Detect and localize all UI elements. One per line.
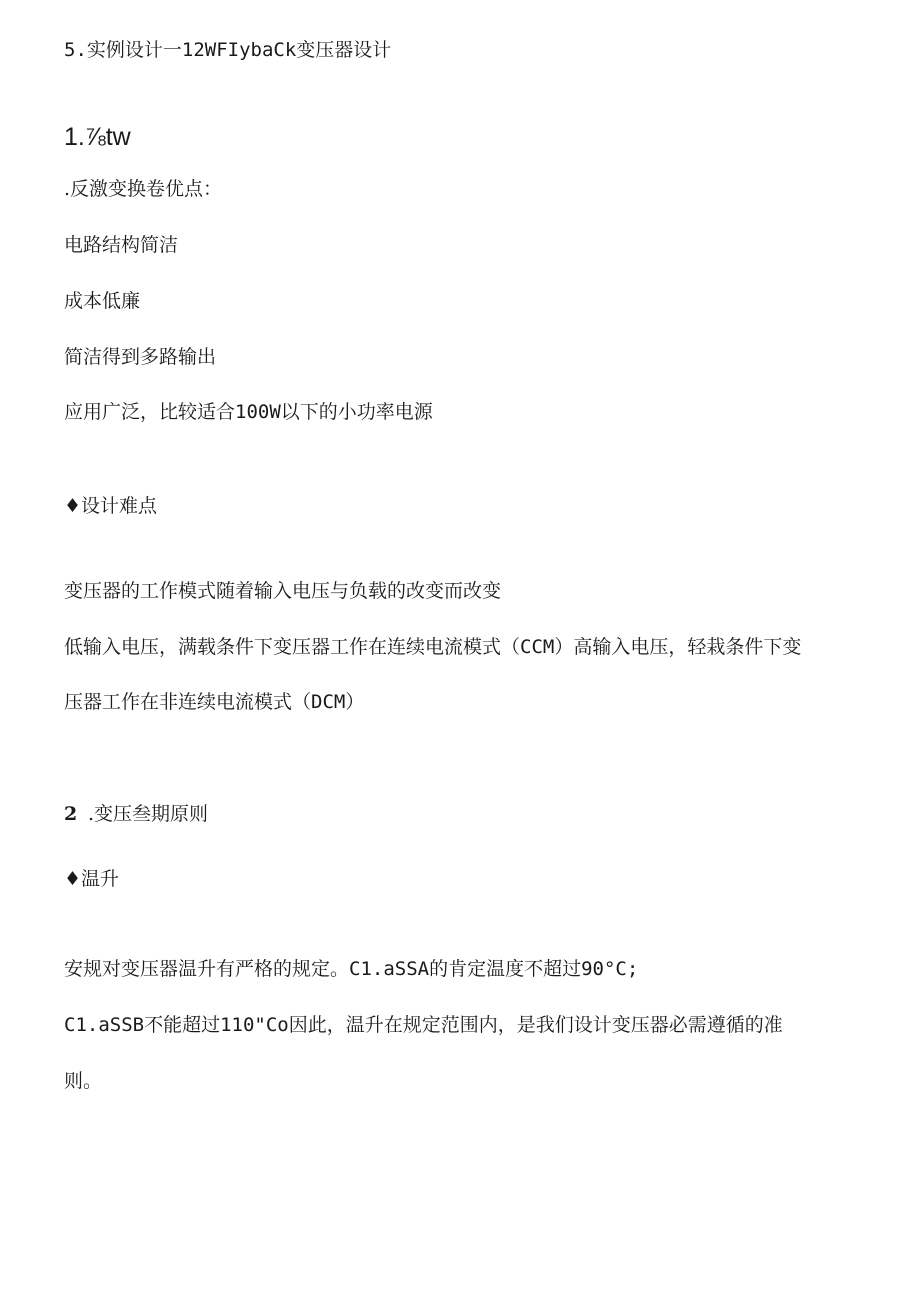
advantage-item-3: 简洁得到多路输出 bbox=[64, 346, 217, 368]
document-title: 5.实例设计一12WFIybaCk变压器设计 bbox=[64, 39, 392, 61]
advantages-heading: .反激变换卷优点： bbox=[64, 178, 223, 200]
section-1-heading: 1.⅞tw bbox=[64, 123, 131, 151]
difficulty-line-1: 变压器的工作模式随着输入电压与负载的改变而改变 bbox=[64, 580, 502, 602]
section-2-number: 2 bbox=[64, 803, 78, 825]
temperature-line-1: 安规对变压器温升有严格的规定。C1.aSSA的肯定温度不超过90°C; bbox=[64, 958, 639, 980]
temperature-line-2: C1.aSSB不能超过110"Co因此，温升在规定范围内，是我们设计变压器必需遵循的准 bbox=[64, 1014, 783, 1036]
section-2-heading: .变压叁期原则 bbox=[88, 803, 209, 825]
difficulty-line-3: 压器工作在非连续电流模式（DCM） bbox=[64, 691, 365, 713]
difficulty-line-2: 低输入电压，满载条件下变压器工作在连续电流模式（CCM）高输入电压，轻栽条件下变 bbox=[64, 636, 802, 658]
temperature-heading: ♦温升 bbox=[64, 868, 120, 890]
advantage-item-2: 成本低廉 bbox=[64, 290, 141, 312]
temperature-line-3: 则。 bbox=[64, 1070, 103, 1092]
advantage-item-4: 应用广泛，比较适合100W以下的小功率电源 bbox=[64, 401, 433, 423]
advantage-item-1: 电路结构简洁 bbox=[64, 234, 179, 256]
difficulty-heading: ♦设计难点 bbox=[64, 495, 158, 517]
